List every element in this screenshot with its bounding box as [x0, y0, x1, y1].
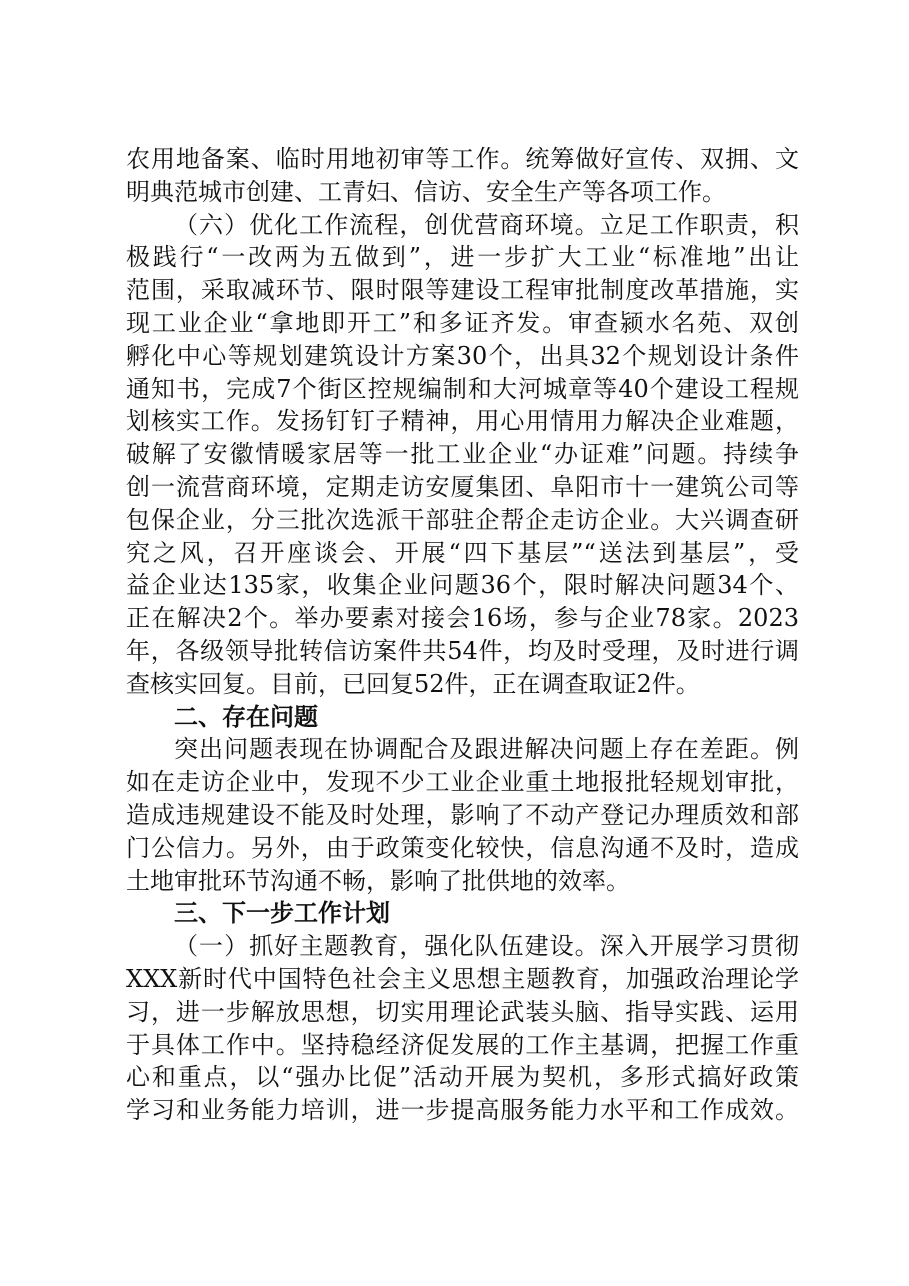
text-line: 现工业企业“拿地即开工”和多证齐发。审查颍水名苑、双创	[126, 308, 799, 337]
text-line: XXX新时代中国特色社会主义思想主题教育，加强政治理论学	[126, 964, 799, 993]
text-line: 通知书，完成7个街区控规编制和大河城章等40个建设工程规	[126, 374, 799, 403]
text-line: 造成违规建设不能及时处理，影响了不动产登记办理质效和部	[126, 800, 799, 829]
text-line: 范围，采取减环节、限时限等建设工程审批制度改革措施，实	[126, 276, 799, 305]
section-heading: 三、下一步工作计划	[174, 899, 390, 928]
text-line: 如在走访企业中，发现不少工业企业重土地报批轻规划审批，	[126, 768, 799, 797]
document-body	[126, 143, 799, 1127]
paragraph-start: 突出问题表现在协调配合及跟进解决问题上存在差距。例	[174, 735, 799, 764]
text-line: 包保企业，分三批次选派干部驻企帮企走访企业。大兴调查研	[126, 505, 799, 534]
text-line: 正在解决2个。举办要素对接会16场，参与企业78家。2023	[126, 604, 799, 633]
text-line: 查核实回复。目前，已回复52件，正在调查取证2件。	[126, 669, 700, 698]
text-line: 心和重点，以“强办比促”活动开展为契机，多形式搞好政策	[126, 1063, 799, 1092]
paragraph-start: （六）优化工作流程，创优营商环境。立足工作职责，积	[174, 210, 799, 239]
section-heading: 二、存在问题	[174, 702, 318, 731]
text-line: 划核实工作。发扬钉钉子精神，用心用情用力解决企业难题，	[126, 407, 799, 436]
text-line: 习，进一步解放思想，切实用理论武装头脑、指导实践、运用	[126, 997, 799, 1026]
text-line: 孵化中心等规划建筑设计方案30个，出具32个规划设计条件	[126, 341, 799, 370]
text-line: 学习和业务能力培训，进一步提高服务能力水平和工作成效。	[126, 1096, 799, 1125]
text-line: 土地审批环节沟通不畅，影响了批供地的效率。	[126, 866, 630, 895]
text-line: 年，各级领导批转信访案件共54件，均及时受理，及时进行调	[126, 636, 799, 665]
text-line: 农用地备案、临时用地初审等工作。统筹做好宣传、双拥、文	[126, 145, 799, 173]
text-line: 创一流营商环境，定期走访安厦集团、阜阳市十一建筑公司等	[126, 472, 799, 501]
text-line: 于具体工作中。坚持稳经济促发展的工作主基调，把握工作重	[126, 1030, 799, 1059]
text-line: 明典范城市创建、工青妇、信访、安全生产等各项工作。	[126, 177, 726, 206]
text-line: 极践行“一改两为五做到”，进一步扩大工业“标准地”出让	[126, 243, 799, 272]
text-line: 门公信力。另外，由于政策变化较快，信息沟通不及时，造成	[126, 833, 799, 862]
text-line: 益企业达135家，收集企业问题36个，限时解决问题34个、	[126, 571, 799, 600]
paragraph-start: （一）抓好主题教育，强化队伍建设。深入开展学习贯彻	[174, 932, 799, 961]
text-line: 破解了安徽情暖家居等一批工业企业“办证难”问题。持续争	[126, 440, 799, 469]
text-line: 究之风，召开座谈会、开展“四下基层”“送法到基层”，受	[126, 538, 799, 567]
